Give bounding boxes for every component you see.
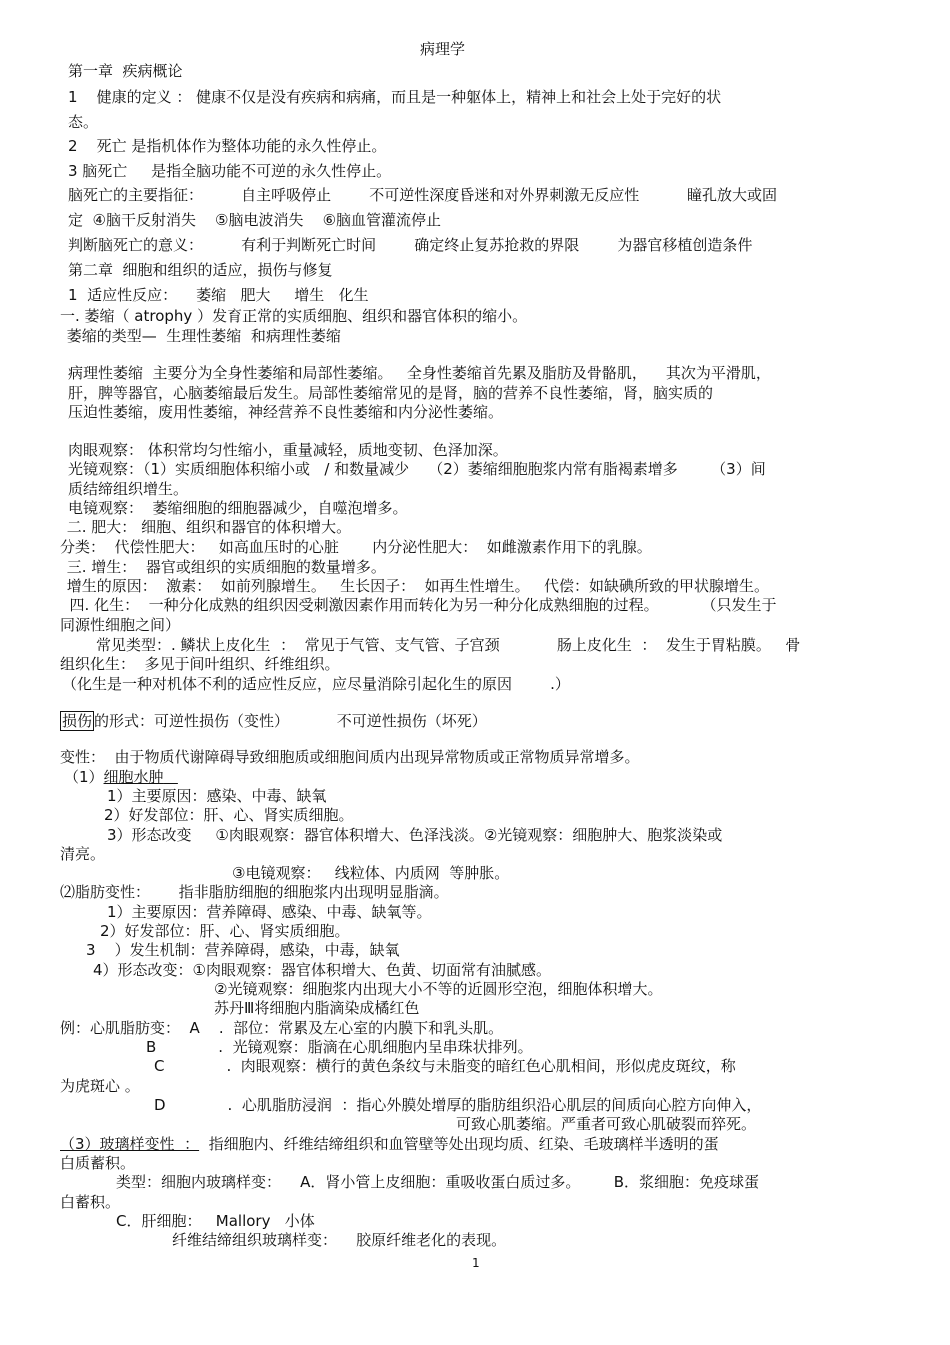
- text-line: [64, 768, 178, 787]
- text-line: C．肝细胞： Mallory 小体: [116, 1212, 315, 1230]
- text-line: （化生是一种对机体不利的适应性反应，应尽量消除引起化生的原因 .）: [62, 675, 570, 693]
- text-line: 肝，脾等器官，心脑萎缩最后发生。局部性萎缩常见的是肾，脑的营养不良性萎缩，肾，脑实质的: [68, 384, 714, 402]
- text-line: [60, 712, 487, 731]
- text-line: 组织化生： 多见于间叶组织、纤维组织。: [60, 655, 340, 673]
- page-number: 1: [472, 1256, 480, 1270]
- text-line: 萎缩的类型— 生理性萎缩 和病理性萎缩: [62, 327, 341, 345]
- text-line: [60, 1135, 719, 1154]
- text-line: 纤维结缔组织玻璃样变： 胶原纤维老化的表现。: [172, 1231, 507, 1249]
- text-line: 常见类型：. 鳞状上皮化生 ： 常见于气管、支气管、子宫颈 肠上皮化生 ： 发生于胃粘膜。 骨: [96, 636, 801, 654]
- text-line: 判断脑死亡的意义： 有利于判断死亡时间 确定终止复苏抢救的界限 为器官移植创造条件: [68, 236, 753, 254]
- text-line: B . 光镜观察：脂滴在心肌细胞内呈串珠状排列。: [146, 1038, 533, 1056]
- text-line: 脑死亡的主要指征： 自主呼吸停止 不可逆性深度昏迷和对外界刺激无反应性 瞳孔放大或固: [68, 186, 777, 204]
- text-line: 2 死亡 是指机体作为整体功能的永久性停止。: [68, 137, 387, 155]
- text-line: 定 ④脑干反射消失 ⑤脑电波消失 ⑥脑血管灌流停止: [68, 211, 442, 229]
- text-line: 同源性细胞之间）: [60, 616, 181, 634]
- text-line: 苏丹Ⅲ将细胞内脂滴染成橘红色: [214, 999, 420, 1017]
- text-line: 电镜观察： 萎缩细胞的细胞器减少，自噬泡增多。: [68, 499, 408, 517]
- text-line: 为虎斑心 。: [60, 1077, 140, 1095]
- text-line: 3 ）发生机制：营养障碍，感染，中毒，缺氧: [86, 941, 400, 959]
- text-line: 白蓄积。: [60, 1193, 121, 1211]
- text-line: 压迫性萎缩，废用性萎缩，神经营养不良性萎缩和内分泌性萎缩。: [68, 403, 504, 421]
- chapter-heading: 第二章 细胞和组织的适应，损伤与修复: [68, 261, 333, 279]
- underlined-term: 细胞水肿: [103, 768, 164, 786]
- text-line: 二. 肥大： 细胞、组织和器官的体积增大。: [62, 518, 352, 536]
- text-line: 肉眼观察： 体积常均匀性缩小，重量减轻，质地变韧、色泽加深。: [68, 441, 508, 459]
- text-line: 4）形态改变：①肉眼观察：器官体积增大、色黄、切面常有油腻感。: [93, 961, 551, 979]
- text-line: C . 肉眼观察：横行的黄色条纹与未脂变的暗红色心肌相间，形似虎皮斑纹，称: [154, 1057, 736, 1075]
- text-line: 1）主要原因：营养障碍、感染、中毒、缺氧等。: [107, 903, 432, 921]
- text-line: 病理性萎缩 主要分为全身性萎缩和局部性萎缩。 全身性萎缩首先累及脂肪及骨骼肌， 其次为平滑肌，: [68, 364, 771, 382]
- text-line: 四. 化生： 一种分化成熟的组织因受刺激因素作用而转化为另一种分化成熟细胞的过程。 （只发生于: [60, 596, 777, 614]
- text-line: 3 脑死亡 是指全脑功能不可逆的永久性停止。: [68, 162, 392, 180]
- text-line: ⑵脂肪变性： 指非脂肪细胞的细胞浆内出现明显脂滴。: [60, 883, 449, 901]
- text-line: D . 心肌脂肪浸润 ：指心外膜处增厚的脂肪组织沿心肌层的间质向心腔方向伸入，: [154, 1096, 762, 1114]
- text-line: 1 适应性反应： 萎缩 肥大 增生 化生: [68, 286, 369, 304]
- text-line: ③电镜观察： 线粒体、内质网 等肿胀。: [232, 864, 510, 882]
- text-segment: 的形式：可逆性损伤（变性） 不可逆性损伤（坏死）: [94, 712, 487, 730]
- text-line: 可致心肌萎缩。严重者可致心肌破裂而猝死。: [456, 1115, 757, 1133]
- text-segment: （1）: [64, 768, 104, 786]
- text-line: 质结缔组织增生。: [68, 480, 189, 498]
- text-line: 2）好发部位：肝、心、肾实质细胞。: [100, 922, 350, 940]
- text-line: 一. 萎缩（ atrophy ）发育正常的实质细胞、组织和器官体积的缩小。: [60, 307, 528, 325]
- text-line: 光镜观察：（1）实质细胞体积缩小或 / 和数量减少 （2）萎缩细胞胞浆内常有脂褐素增多 （3）间: [68, 460, 766, 478]
- underlined-term: （3）玻璃样变性 ：: [60, 1135, 200, 1153]
- text-line: 例：心肌脂肪变： A . 部位：常累及左心室的内膜下和乳头肌。: [60, 1019, 504, 1037]
- chapter-heading: 第一章 疾病概论: [68, 62, 183, 80]
- text-segment: 指细胞内、纤维结缔组织和血管壁等处出现均质、红染、毛玻璃样半透明的蛋: [199, 1135, 719, 1153]
- text-line: 态。: [68, 113, 99, 131]
- text-line: 类型：细胞内玻璃样变： A．肾小管上皮细胞：重吸收蛋白质过多。 B．浆细胞：免疫球蛋: [116, 1173, 760, 1191]
- text-line: 清亮。: [60, 845, 106, 863]
- text-line: 白质蓄积。: [60, 1154, 136, 1172]
- text-line: 1 健康的定义 ： 健康不仅是没有疾病和病痛，而且是一种躯体上，精神上和社会上处于完好的状: [68, 88, 722, 106]
- text-line: 1）主要原因：感染、中毒、缺氧: [107, 787, 327, 805]
- text-line: 三. 增生： 器官或组织的实质细胞的数量增多。: [62, 558, 386, 576]
- text-line: 分类： 代偿性肥大： 如高血压时的心脏 内分泌性肥大： 如雌激素作用下的乳腺。: [60, 538, 652, 556]
- text-line: 3）形态改变 ①肉眼观察：器官体积增大、色泽浅淡。②光镜观察：细胞肿大、胞浆淡染或: [107, 826, 723, 844]
- page-title: 病理学: [420, 40, 466, 58]
- text-line: ②光镜观察：细胞浆内出现大小不等的近圆形空泡，细胞体积增大。: [214, 980, 663, 998]
- text-line: 增生的原因： 激素： 如前列腺增生。 生长因子： 如再生性增生。 代偿：如缺碘所致的甲状腺增生。: [62, 577, 769, 595]
- text-line: 变性： 由于物质代谢障碍导致细胞质或细胞间质内出现异常物质或正常物质异常增多。: [60, 748, 640, 766]
- text-line: 2）好发部位：肝、心、肾实质细胞。: [104, 806, 354, 824]
- boxed-term: 损伤: [62, 712, 93, 730]
